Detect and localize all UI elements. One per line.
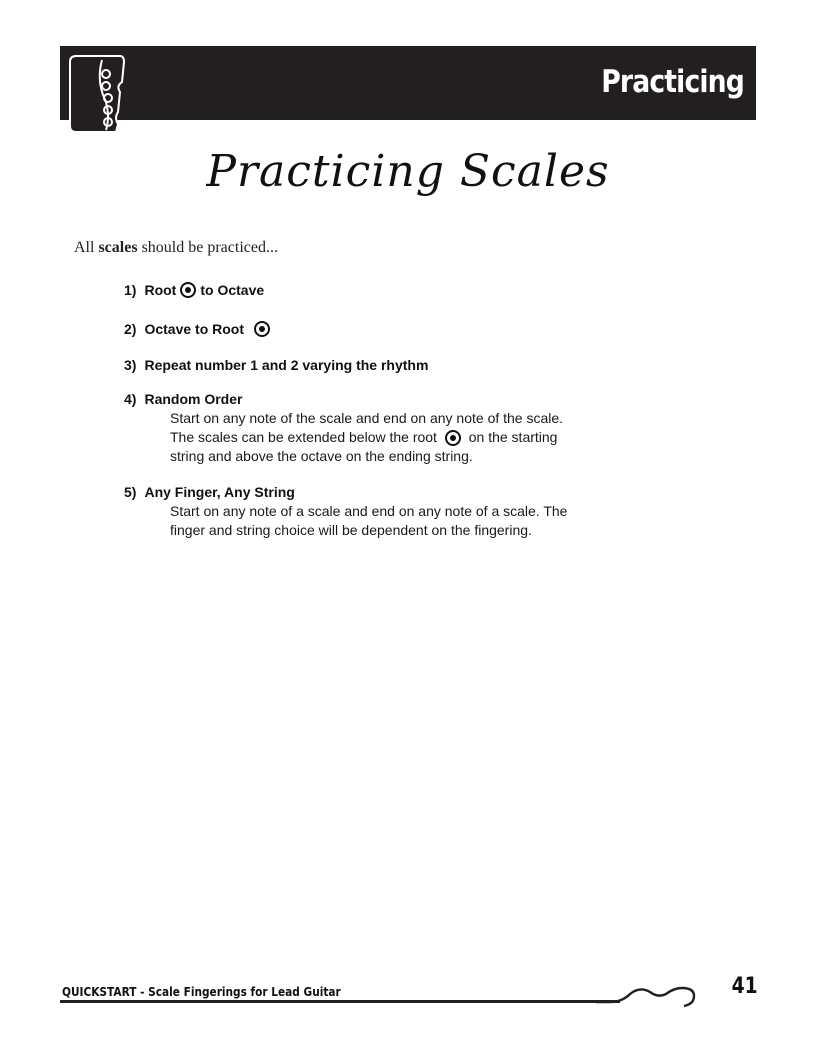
item-number: 4) — [124, 391, 137, 407]
item-number: 5) — [124, 484, 137, 500]
item-body-text: Start on any note of a scale and end on any note of a scale. The finger and string choice will be dependent on the fingering. — [170, 503, 568, 538]
list-item — [124, 357, 428, 373]
root-note-icon — [254, 321, 270, 337]
page-title: Practicing Scales — [206, 146, 610, 197]
item-number: 1) — [124, 282, 137, 298]
guitar-headstock-icon — [66, 52, 128, 134]
item-body — [170, 502, 570, 540]
item-body — [170, 409, 570, 466]
list-item — [124, 391, 570, 466]
root-note-icon — [180, 282, 196, 298]
intro-text — [74, 239, 278, 257]
footer-book-title: QUICKSTART - Scale Fingerings for Lead Guitar — [62, 985, 341, 999]
item-heading: Any Finger, Any String — [144, 484, 295, 500]
intro-suffix: should be practiced... — [141, 239, 278, 256]
guitar-body-outline-icon — [596, 980, 700, 1010]
item-heading-continued: to Octave — [200, 282, 265, 298]
root-note-icon — [445, 430, 461, 446]
item-heading: Repeat number 1 and 2 varying the rhythm — [144, 357, 429, 373]
item-heading: Root — [144, 282, 177, 298]
intro-bold-word: scales — [98, 239, 138, 256]
item-body-text-continued: on the starting string and above the octave on the ending string. — [170, 429, 558, 464]
item-body-text: Start on any note of the scale and end on any note of the scale. The scales can be extended below the root — [170, 410, 564, 445]
intro-prefix: All — [74, 239, 95, 256]
footer-divider — [60, 1000, 620, 1003]
item-number: 3) — [124, 357, 137, 373]
list-item — [124, 321, 274, 337]
page-number: 41 — [731, 974, 758, 999]
item-heading: Octave to Root — [144, 321, 245, 337]
list-item — [124, 282, 264, 298]
item-number: 2) — [124, 321, 137, 337]
section-title: Practicing — [601, 64, 744, 100]
item-heading: Random Order — [144, 391, 243, 407]
list-item — [124, 484, 570, 540]
